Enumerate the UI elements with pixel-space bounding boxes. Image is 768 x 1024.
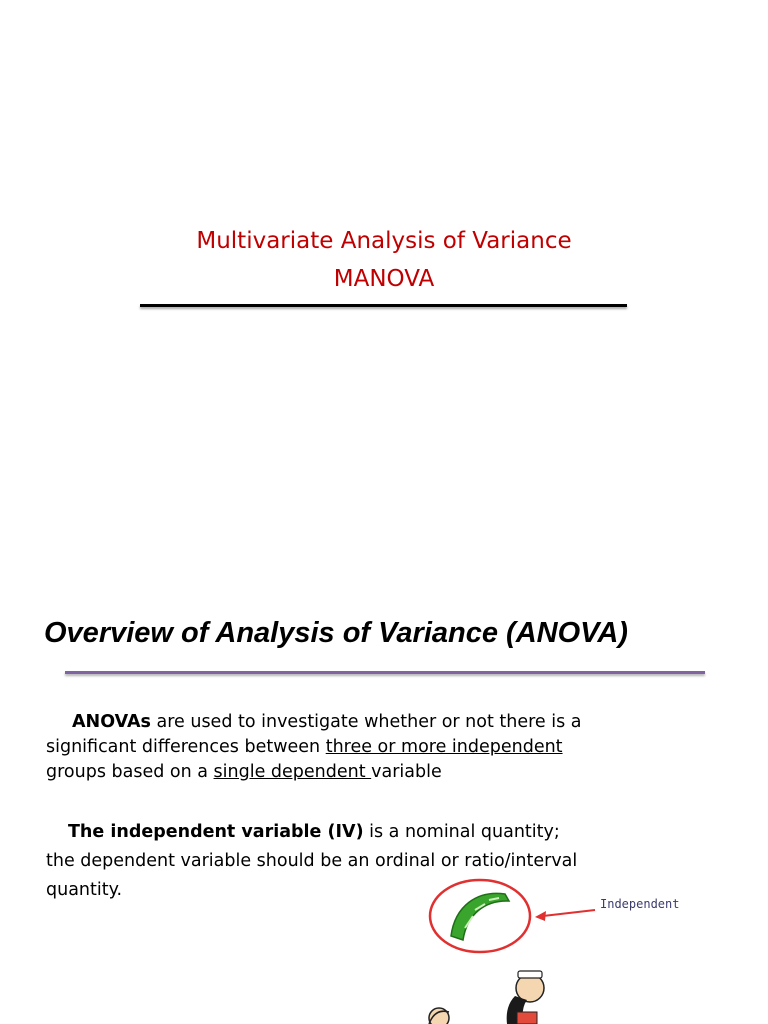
independent-label: Independent: [600, 897, 680, 911]
underlined-phrase: three or more independent: [325, 737, 563, 757]
title-line-2: MANOVA: [333, 266, 435, 292]
slide-1-title: [0, 222, 768, 298]
paragraph-2-text: is a nominal quantity;: [363, 822, 560, 842]
paragraph-2-line-2: the dependent variable should be an ordinal or ratio/interval: [46, 851, 578, 871]
iv-term: The independent variable (IV): [68, 822, 364, 842]
title-underline-rule: [140, 304, 627, 307]
arrow-line: [543, 910, 595, 916]
paragraph-1-line-2: [46, 735, 736, 760]
sailor-figure-icon: [429, 971, 544, 1024]
paragraph-2-line-1: [46, 818, 736, 847]
paragraph-1-text: significant differences between: [46, 737, 326, 757]
paragraph-1-text: variable: [371, 762, 442, 782]
arrow-head-icon: [535, 911, 546, 921]
slide-2-title: Overview of Analysis of Variance (ANOVA): [44, 617, 628, 649]
underlined-phrase: single dependent: [213, 762, 372, 782]
red-circle: [430, 880, 530, 952]
paragraph-1-text: are used to investigate whether or not there is a: [150, 712, 582, 732]
anova-term: ANOVAs: [72, 712, 151, 732]
title-purple-rule: [65, 671, 705, 674]
paragraph-2-line-3: quantity.: [46, 880, 123, 900]
paragraph-1-text: groups based on a: [46, 762, 214, 782]
title-line-1: Multivariate Analysis of Variance: [196, 228, 572, 254]
independent-variable-illustration: [415, 876, 715, 1024]
anova-paragraph: [46, 710, 736, 785]
spinach-icon: [451, 893, 509, 940]
paragraph-1-line-3: [46, 760, 736, 785]
paragraph-1-line-1: [46, 710, 736, 735]
slide-2: [0, 576, 768, 1024]
